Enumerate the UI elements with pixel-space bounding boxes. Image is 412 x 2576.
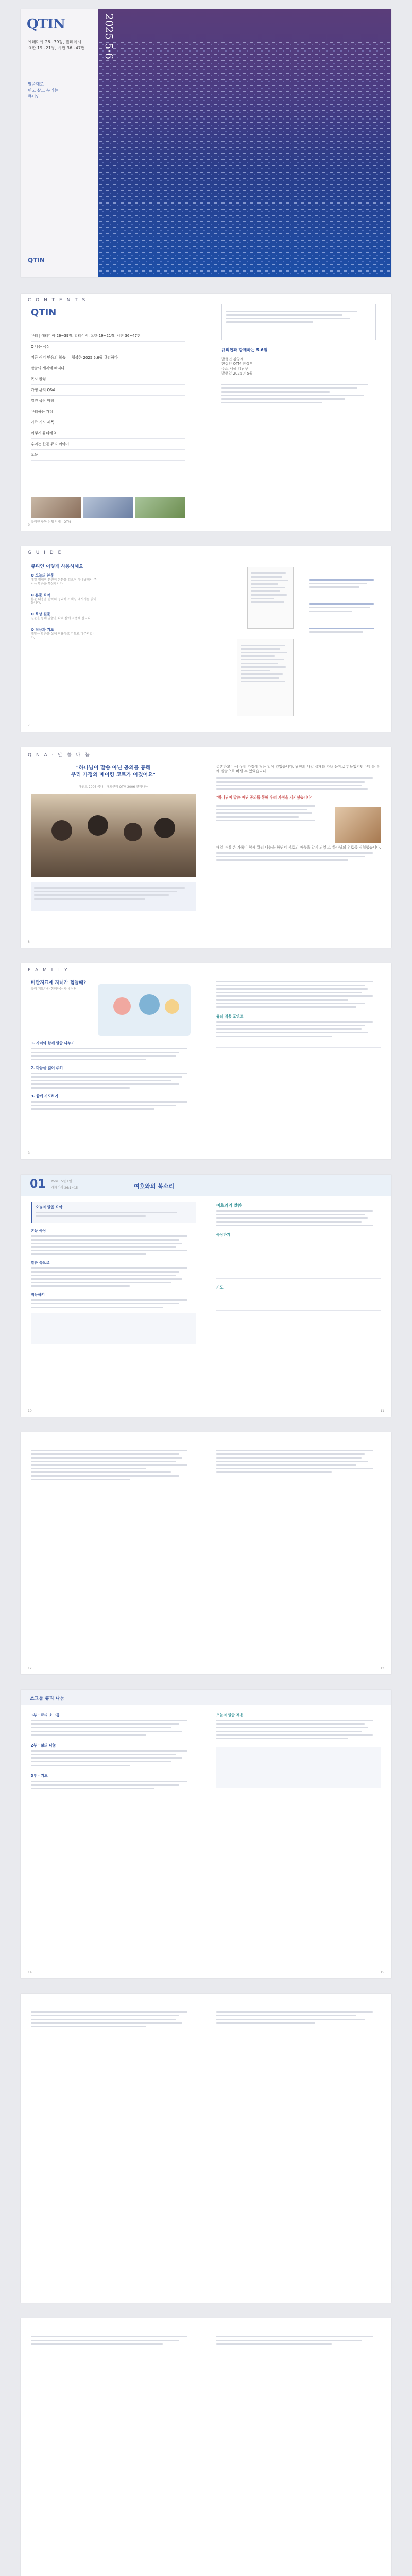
testimony-label: Q N A · 말 씀 나 눔: [28, 753, 91, 758]
cover-issue: 2025 5·6: [103, 13, 115, 60]
testimony-col-right: 결혼하고 나서 우리 가정에 많은 일이 있었습니다. 남편의 사업 실패와 자녀 문제로 힘들었지만 큐티를 통해 말씀으로 버틸 수 있었습니다. "하나님이 말씀 아닌 공의를 통해 우리 가정을 지키셨습니다" 매일 아침 온 가족이 함께 큐티 나눔을 하면서 서로의 마음을 알게 되었고, 하나님의 위로를 경험했습니다.: [216, 765, 381, 863]
cover-matrix-pattern: [98, 9, 391, 277]
contents-item[interactable]: 큐티하는 가정: [31, 406, 185, 417]
guide-annotations: [309, 577, 381, 635]
page-number: 11: [380, 1409, 384, 1413]
lesson-page-2: [21, 1432, 391, 1674]
guide-sample-page-1: [247, 567, 294, 629]
contents-side-info: 발행인 김양재 편집인 QTM 편집부 주소 서울 강남구 발행일 2025년 5월: [221, 357, 253, 376]
family-page: [21, 963, 391, 1159]
testimony-subtitle: 해원드 2006 국내 · 해외큐티 QTM 2006 큐티나눔: [78, 785, 148, 789]
cover-tagline: 말씀대로 믿고 살고 누리는 큐티인: [28, 82, 59, 99]
contents-item[interactable]: 오늘: [31, 450, 185, 461]
page-number: 13: [380, 1667, 384, 1670]
contents-item[interactable]: 말씀의 세계에 빠지다: [31, 363, 185, 374]
guide-step: ❶ 오늘의 본문 매일 정해진 분량의 본문을 읽으며 하나님께서 주시는 말씀을 묵상합니다.: [31, 573, 97, 586]
contents-page: [21, 294, 391, 531]
page-number: 6: [28, 523, 30, 527]
lesson2-right: [216, 1448, 381, 1475]
testimony-family-photo: [31, 794, 196, 877]
lesson2-left: [31, 1448, 196, 1482]
family-illustration: [98, 984, 191, 1036]
guide-steps: [31, 573, 98, 640]
cover-small-logo: QTIN: [28, 257, 45, 264]
guide-title: 큐티인 이렇게 사용하세요: [31, 564, 83, 569]
testimony-child-photo: [335, 807, 381, 843]
guide-label: G U I D E: [28, 550, 63, 555]
family-right-col: 큐티 적용 포인트: [216, 979, 381, 1068]
testimony-intro-box: [31, 882, 196, 911]
contents-item[interactable]: 가정 큐티 Q&A: [31, 385, 185, 396]
contents-side-box: [221, 304, 376, 340]
cover-page: [21, 9, 391, 277]
contents-item[interactable]: 열린 목장 마당: [31, 396, 185, 406]
lesson-date: Mon · 5월 1일: [52, 1180, 72, 1183]
guide-page: [21, 546, 391, 732]
page-number: 8: [28, 940, 30, 944]
page-number: 7: [28, 724, 30, 727]
lesson-header: [21, 1175, 391, 1196]
family-left-col: 1. 자녀와 함께 말씀 나누기 2. 마음을 읽어 주기 3. 함께 기도하기: [31, 1041, 196, 1112]
contents-item[interactable]: 가족 기도 제목: [31, 417, 185, 428]
guide-step: ❷ 본문 요약 본문 내용을 간략히 정리하고 핵심 메시지를 찾아봅니다.: [31, 592, 97, 605]
lesson-right-col: 여호와의 말씀 묵상하기 기도: [216, 1202, 381, 1331]
smallgroup-header: [21, 1690, 391, 1705]
family-subtitle: 큐티 지도자와 함께하는 자녀 상담: [31, 987, 77, 991]
contents-caption: 큐티인 구독 신청 안내 · QTM: [31, 520, 71, 524]
cover-left-panel: [21, 9, 98, 277]
smallgroup-left: 1부 · 큐티 소그룹 2부 · 삶의 나눔 3부 · 기도: [31, 1713, 196, 1791]
lesson-left-col: 본문 묵상 말씀 속으로 적용하기: [31, 1228, 196, 1344]
contents-side-title: 큐티인과 함께하는 5.6월: [221, 348, 268, 352]
lesson-ref: 예레미야 26:1~15: [52, 1186, 78, 1190]
testimony-quote: "하나님이 말씀 아닌 공의를 통해 우리 가정을 지키셨습니다": [216, 795, 313, 800]
guide-sample-page-2: [237, 639, 294, 716]
contents-list: [31, 331, 185, 461]
page-number: 15: [380, 1971, 384, 1974]
page-number: 14: [28, 1971, 32, 1974]
smallgroup-label: 소그룹 큐티 나눔: [30, 1696, 65, 1701]
filler-page: [21, 2318, 391, 2576]
cover-art: [98, 9, 391, 277]
guide-step: ❸ 묵상 질문 질문을 통해 말씀을 나의 삶에 적용해 봅니다.: [31, 612, 92, 621]
family-label: F A M I L Y: [28, 968, 69, 973]
contents-item[interactable]: 우리는 한몸 큐티 이야기: [31, 439, 185, 450]
family-title: 비만지표에 자녀가 힘들때?: [31, 980, 87, 986]
contents-item[interactable]: 큐티 | 예레미야 26~39장, 말레이시, 요한 19~21장, 시편 36~47편: [31, 331, 185, 342]
lesson-summary-box: 오늘의 말씀 요약: [31, 1202, 196, 1223]
contents-item[interactable]: 목사 칼럼: [31, 374, 185, 385]
contents-side: [221, 304, 376, 405]
page-number: 12: [28, 1667, 32, 1670]
lesson-title: 여호와의 복소리: [134, 1183, 175, 1190]
contents-item[interactable]: 지금 여기 믿음의 학습 — 행복한 2025 5.6월 큐티하다: [31, 352, 185, 363]
testimony-title: "하나님이 말씀 아닌 공의를 통해 우리 가정의 메이킹 코트가 이겼어요": [71, 765, 156, 778]
guide-step: ❹ 적용과 기도 깨달은 말씀을 삶에 적용하고 기도로 마무리합니다.: [31, 627, 96, 640]
smallgroup-right: 오늘의 말씀 적용: [216, 1713, 381, 1788]
page-number: 10: [28, 1409, 32, 1413]
contents-label: C O N T E N T S: [28, 298, 87, 303]
filler-page: [21, 1994, 391, 2303]
contents-item[interactable]: Q 나눔 묵상: [31, 342, 185, 352]
contents-item[interactable]: 이렇게 큐티해요: [31, 428, 185, 439]
lesson-number: 01: [30, 1178, 46, 1191]
smallgroup-page: [21, 1690, 391, 1978]
testimony-page: [21, 747, 391, 948]
cover-scripture: 예레미야 26~39장, 말레이시 요한 19~21장, 시편 36~47편: [28, 40, 85, 50]
cover-logo: QTIN: [27, 16, 65, 32]
page-number: 9: [28, 1151, 30, 1155]
contents-photo-strip: [31, 497, 185, 518]
lesson-page: [21, 1175, 391, 1417]
contents-logo: QTIN: [31, 307, 57, 318]
